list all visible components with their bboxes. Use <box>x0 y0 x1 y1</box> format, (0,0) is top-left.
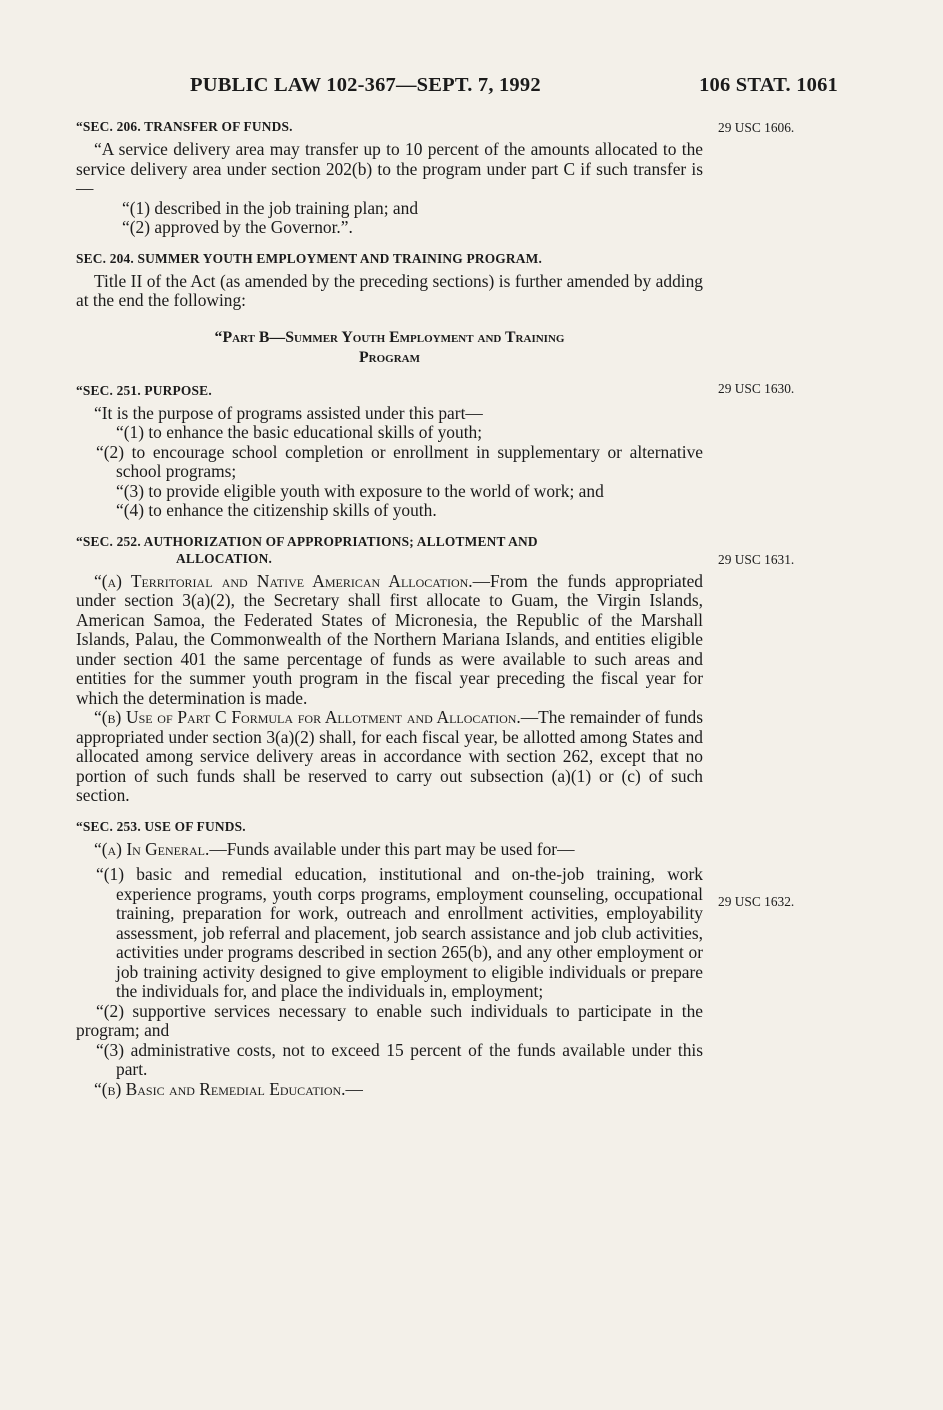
section-heading-251: “SEC. 251. PURPOSE. <box>76 382 212 398</box>
section-251-item-3: “(3) to provide eligible youth with exposure to the world of work; and <box>116 480 604 501</box>
section-heading-253: “SEC. 253. USE OF FUNDS. <box>76 818 246 834</box>
header-title: PUBLIC LAW 102-367—SEPT. 7, 1992 <box>190 74 541 96</box>
subsection-253a-text: —Funds available under this part may be used for— <box>209 838 575 859</box>
subsection-b-heading: “(b) Use of Part C Formula for Allotment and Allocation. <box>94 707 521 727</box>
subsection-253b-heading: “(b) Basic and Remedial Education. <box>94 1078 346 1099</box>
section-204-text: Title II of the Act (as amended by the preceding sections) is further amended by adding at the end the following: <box>76 270 703 310</box>
part-b-heading-line-2: Program <box>359 348 420 366</box>
subsection-b-text: —The remainder of funds appropriated under section 3(a)(2) shall, for each fiscal year, be allotted among States and allocated among service delivery areas in accordance with section 262, except that no portion of such funds shall be reserved to carry out subsection (a)(1) or (c) of such section. <box>76 707 703 805</box>
section-206-text: “A service delivery area may transfer up to 10 percent of the amounts allocated to the service delivery area under section 202(b) to the program under part C if such transfer is— <box>76 139 703 198</box>
part-b-heading-line-1: “Part B—Summer Youth Employment and Training <box>214 328 565 346</box>
margin-note-1630: 29 USC 1630. <box>718 381 795 396</box>
section-heading-252-line-2: ALLOCATION. <box>176 550 273 566</box>
document-body <box>76 118 703 1099</box>
section-206-item-1: “(1) described in the job training plan; and <box>122 197 419 218</box>
section-251-text: “It is the purpose of programs assisted under this part— <box>94 402 483 423</box>
section-252-subsection-b <box>76 708 703 806</box>
section-253-item-2: “(2) supportive services necessary to enable such individuals to participate in the program; and <box>76 1000 703 1040</box>
running-header <box>190 74 838 97</box>
section-253-subsection-a <box>76 840 703 860</box>
section-253-item-1: “(1) basic and remedial education, institutional and on-the-job training, work experience programs, youth corps programs, employment counseling, occupational training, preparation for work, outreach and enrollment activities, employability assessment, job referral and placement, job search assistance and job club activities, activities under programs described in section 265(b), and any other employment or job training activity designed to give employment to eligible individuals or prepare the individuals for, and place the individuals in, employment; <box>96 864 703 1001</box>
section-253-item-3: “(3) administrative costs, not to exceed 15 percent of the funds available under this part. <box>96 1039 703 1079</box>
section-206-item-2: “(2) approved by the Governor.”. <box>122 217 353 237</box>
margin-note-1631: 29 USC 1631. <box>718 552 795 567</box>
section-heading-252-line-1: “SEC. 252. AUTHORIZATION OF APPROPRIATIONS; ALLOTMENT AND <box>76 533 538 549</box>
section-heading-204: SEC. 204. SUMMER YOUTH EMPLOYMENT AND TRAINING PROGRAM. <box>76 250 543 266</box>
header-page-ref: 106 STAT. 1061 <box>699 74 838 96</box>
subsection-253a-heading: “(a) In General. <box>94 838 210 859</box>
section-253-subsection-b <box>76 1080 703 1100</box>
part-b-heading <box>76 328 703 368</box>
subsection-253b-text: — <box>345 1078 363 1099</box>
subsection-a-heading: “(a) Territorial and Native American Allocation. <box>94 570 473 591</box>
section-heading-252 <box>76 533 703 567</box>
section-251-item-4: “(4) to enhance the citizenship skills of youth. <box>116 500 437 520</box>
subsection-a-text: —From the funds appropriated under section 3(a)(2), the Secretary shall first allocate to Guam, the Virgin Islands, American Samoa, the Federated States of Micronesia, the Republic of the Marshall Islands, Palau, the Commonwealth of the Northern Mariana Islands, and entities eligible under section 401 the same percentage of funds as were available to such areas and entities for the summer youth program in the fiscal year preceding the fiscal year for which the determination is made. <box>76 570 704 708</box>
section-252-subsection-a <box>76 572 703 709</box>
margin-note-1632: 29 USC 1632. <box>718 894 795 909</box>
section-251-item-1: “(1) to enhance the basic educational skills of youth; <box>116 422 483 442</box>
section-heading-206: “SEC. 206. TRANSFER OF FUNDS. <box>76 119 293 134</box>
section-251-item-2: “(2) to encourage school completion or enrollment in supplementary or alternative school programs; <box>96 441 703 481</box>
margin-note-1606: 29 USC 1606. <box>718 120 795 135</box>
